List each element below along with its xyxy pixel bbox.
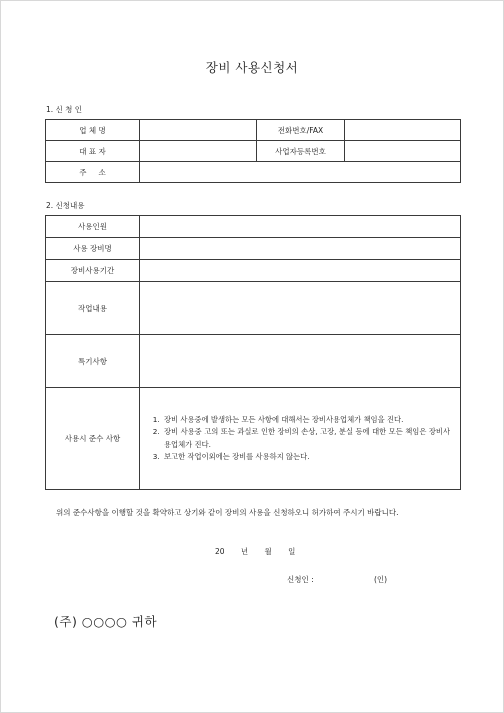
address-label: 주 소 xyxy=(46,162,140,183)
special-notes-field[interactable] xyxy=(140,335,461,388)
date-line: 20 년 월 일 xyxy=(215,547,296,556)
special-notes-label: 특기사항 xyxy=(46,335,140,388)
applicant-signature-label: 신청인 : xyxy=(287,575,314,584)
declaration-text: 위의 준수사항을 이행할 것을 확약하고 상기와 같이 장비의 사용을 신청하오니 허가하여 주시기 바랍니다. xyxy=(56,508,399,517)
users-field[interactable] xyxy=(140,216,461,238)
section-application-label: 2. 신청내용 xyxy=(46,201,85,210)
phone-fax-label: 전화번호/FAX xyxy=(257,120,345,141)
applicant-table xyxy=(45,119,461,183)
section-applicant-label: 1. 신 청 인 xyxy=(46,105,83,114)
application-table xyxy=(45,215,461,490)
usage-period-label: 장비사용기간 xyxy=(46,260,140,282)
company-name-field[interactable] xyxy=(140,120,257,141)
business-number-label: 사업자등록번호 xyxy=(257,141,345,162)
company-name-label: 업 체 명 xyxy=(46,120,140,141)
rule-item: 2. 장비 사용중 고의 또는 과실로 인한 장비의 손상, 고장, 분실 등에 대한 모든 책임은 장비사용업체가 진다. xyxy=(162,426,450,451)
representative-field[interactable] xyxy=(140,141,257,162)
rule-item: 3. 보고한 작업이외에는 장비를 사용하지 않는다. xyxy=(162,451,450,464)
users-label: 사용인원 xyxy=(46,216,140,238)
document-title: 장비 사용신청서 xyxy=(205,60,299,75)
rule-item: 1. 장비 사용중에 발생하는 모든 사항에 대해서는 장비사용업체가 책임을 진다. xyxy=(162,414,450,427)
address-field[interactable] xyxy=(140,162,461,183)
compliance-rules-cell xyxy=(140,388,461,490)
work-content-field[interactable] xyxy=(140,282,461,335)
phone-fax-field[interactable] xyxy=(345,120,461,141)
work-content-label: 작업내용 xyxy=(46,282,140,335)
seal-mark: (인) xyxy=(374,575,388,584)
usage-period-field[interactable] xyxy=(140,260,461,282)
business-number-field[interactable] xyxy=(345,141,461,162)
compliance-rules-list xyxy=(140,414,460,464)
equipment-name-label: 사용 장비명 xyxy=(46,238,140,260)
compliance-rules-label: 사용시 준수 사항 xyxy=(46,388,140,490)
representative-label: 대 표 자 xyxy=(46,141,140,162)
equipment-name-field[interactable] xyxy=(140,238,461,260)
recipient-line: (주) ○○○○ 귀하 xyxy=(54,614,158,629)
